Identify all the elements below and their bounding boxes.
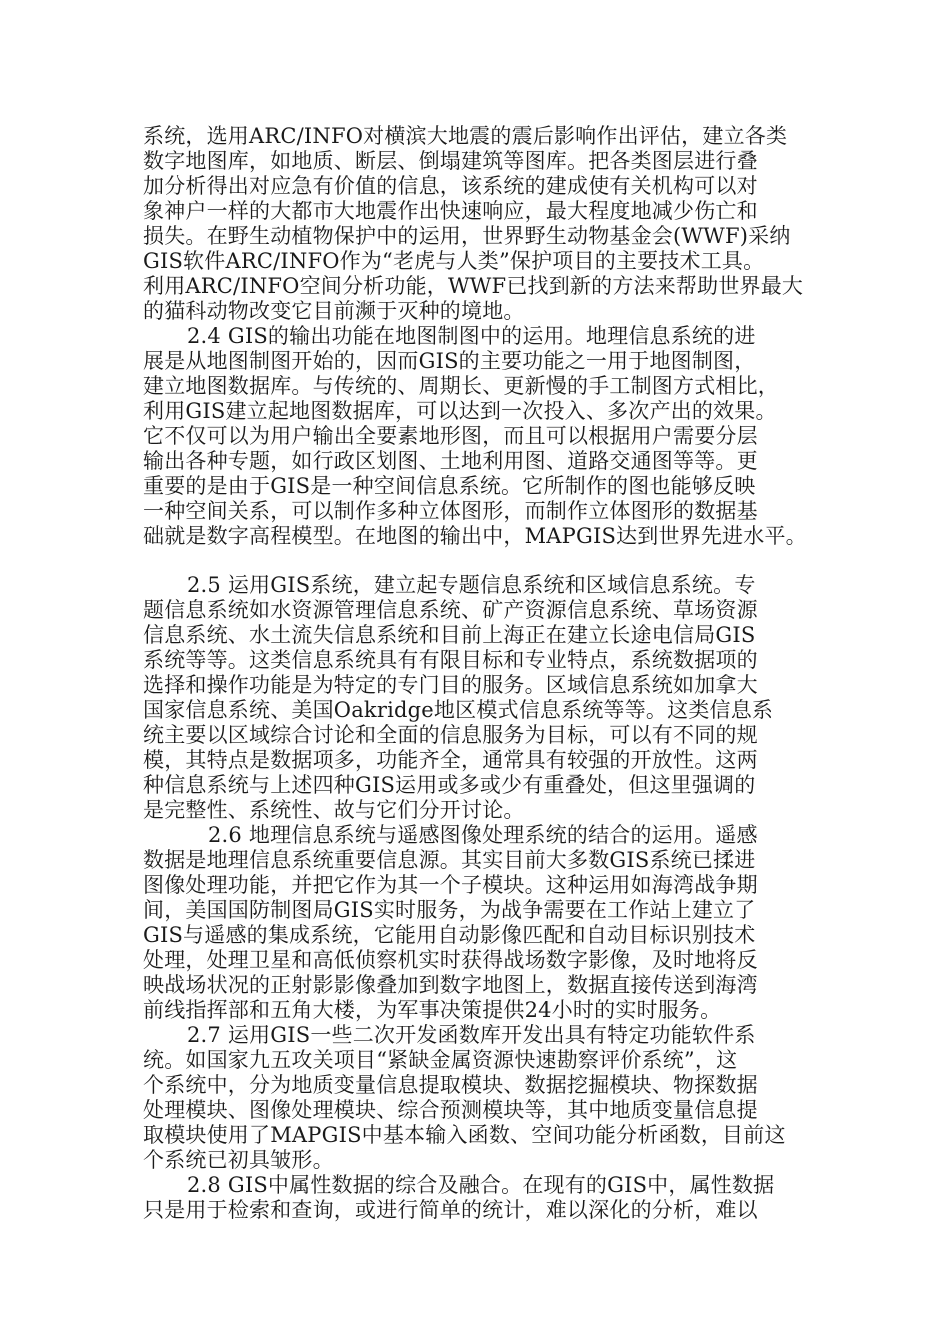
section-2-8-first-line: 2.8 GIS中属性数据的综合及融合。在现有的GIS中，属性数据 [187,1173,775,1197]
text-line: 系统，选用ARC/INFO对横滨大地震的震后影响作出评估，建立各类 [143,124,788,148]
text-line: 建立地图数据库。与传统的、周期长、更新慢的手工制图方式相比， [143,374,779,398]
text-line: 个系统已初具皱形。 [143,1148,334,1172]
text-line: 数据是地理信息系统重要信息源。其实目前大多数GIS系统已揉进 [143,848,756,872]
text-line: 统主要以区域综合讨论和全面的信息服务为目标，可以有不同的规 [143,723,758,747]
text-line: 间，美国国防制图局GIS实时服务，为战争需要在工作站上建立了 [143,898,756,922]
text-line: 象神户一样的大都市大地震作出快速响应，最大程度地减少伤亡和 [143,199,758,223]
text-line: 只是用于检索和查询，或进行简单的统计，难以深化的分析，难以 [143,1198,758,1222]
section-2-7-first-line: 2.7 运用GIS一些二次开发函数库开发出具有特定功能软件系 [187,1023,756,1047]
section-2-4-first-line: 2.4 GIS的输出功能在地图制图中的运用。地理信息系统的进 [187,324,756,348]
text-line: 重要的是由于GIS是一种空间信息系统。它所制作的图也能够反映 [143,474,756,498]
text-line: 种信息系统与上述四种GIS运用或多或少有重叠处，但这里强调的 [143,773,756,797]
text-line: 展是从地图制图开始的，因而GIS的主要功能之一用于地图制图， [143,349,756,373]
text-line: 图像处理功能，并把它作为其一个子模块。这种运用如海湾战争期 [143,873,758,897]
text-line: 处理，处理卫星和高低侦察机实时获得战场数字影像，及时地将反 [143,948,758,972]
text-line: 础就是数字高程模型。在地图的输出中，MAPGIS达到世界先进水平。 [143,524,807,548]
text-line: 题信息系统如水资源管理信息系统、矿产资源信息系统、草场资源 [143,598,758,622]
text-line: 它不仅可以为用户输出全要素地形图，而且可以根据用户需要分层 [143,424,758,448]
text-line: 个系统中，分为地质变量信息提取模块、数据挖掘模块、物探数据 [143,1073,758,1097]
text-line: GIS与遥感的集成系统，它能用自动影像匹配和自动目标识别技术 [143,923,756,947]
section-2-6-first-line: 2.6 地理信息系统与遥感图像处理系统的结合的运用。遥感 [208,823,758,847]
text-line: 利用ARC/INFO空间分析功能，WWF已找到新的方法来帮助世界最大 [143,274,804,298]
text-line: 模，其特点是数据项多，功能齐全，通常具有较强的开放性。这两 [143,748,758,772]
text-line: 统。如国家九五攻关项目“紧缺金属资源快速勘察评价系统”，这 [143,1048,738,1072]
text-line: 的猫科动物改变它目前濒于灭种的境地。 [143,299,525,323]
text-line: 处理模块、图像处理模块、综合预测模块等，其中地质变量信息提 [143,1098,758,1122]
text-line: GIS软件ARC/INFO作为“老虎与人类”保护项目的主要技术工具。 [143,249,765,273]
text-line: 输出各种专题，如行政区划图、土地利用图、道路交通图等等。更 [143,449,758,473]
text-line: 取模块使用了MAPGIS中基本输入函数、空间功能分析函数，目前这 [143,1123,786,1147]
text-line: 前线指挥部和五角大楼，为军事决策提供24小时的实时服务。 [143,998,722,1022]
text-line: 映战场状况的正射影影像叠加到数字地图上，数据直接传送到海湾 [143,973,758,997]
text-line: 一种空间关系，可以制作多种立体图形，而制作立体图形的数据基 [143,499,758,523]
section-2-5-first-line: 2.5 运用GIS系统，建立起专题信息系统和区域信息系统。专 [187,573,756,597]
text-line: 数字地图库，如地质、断层、倒塌建筑等图库。把各类图层进行叠 [143,149,758,173]
text-line: 损失。在野生动植物保护中的运用，世界野生动物基金会(WWF)采纳 [143,224,791,248]
text-line: 国家信息系统、美国Oakridge地区模式信息系统等等。这类信息系 [143,698,774,722]
text-line: 加分析得出对应急有价值的信息，该系统的建成使有关机构可以对 [143,174,758,198]
text-line: 利用GIS建立起地图数据库，可以达到一次投入、多次产出的效果。 [143,399,777,423]
text-line: 选择和操作功能是为特定的专门目的服务。区域信息系统如加拿大 [143,673,758,697]
text-line: 是完整性、系统性、故与它们分开讨论。 [143,798,525,822]
text-line: 系统等等。这类信息系统具有有限目标和专业特点，系统数据项的 [143,648,758,672]
text-line: 信息系统、水土流失信息系统和目前上海正在建立长途电信局GIS [143,623,756,647]
